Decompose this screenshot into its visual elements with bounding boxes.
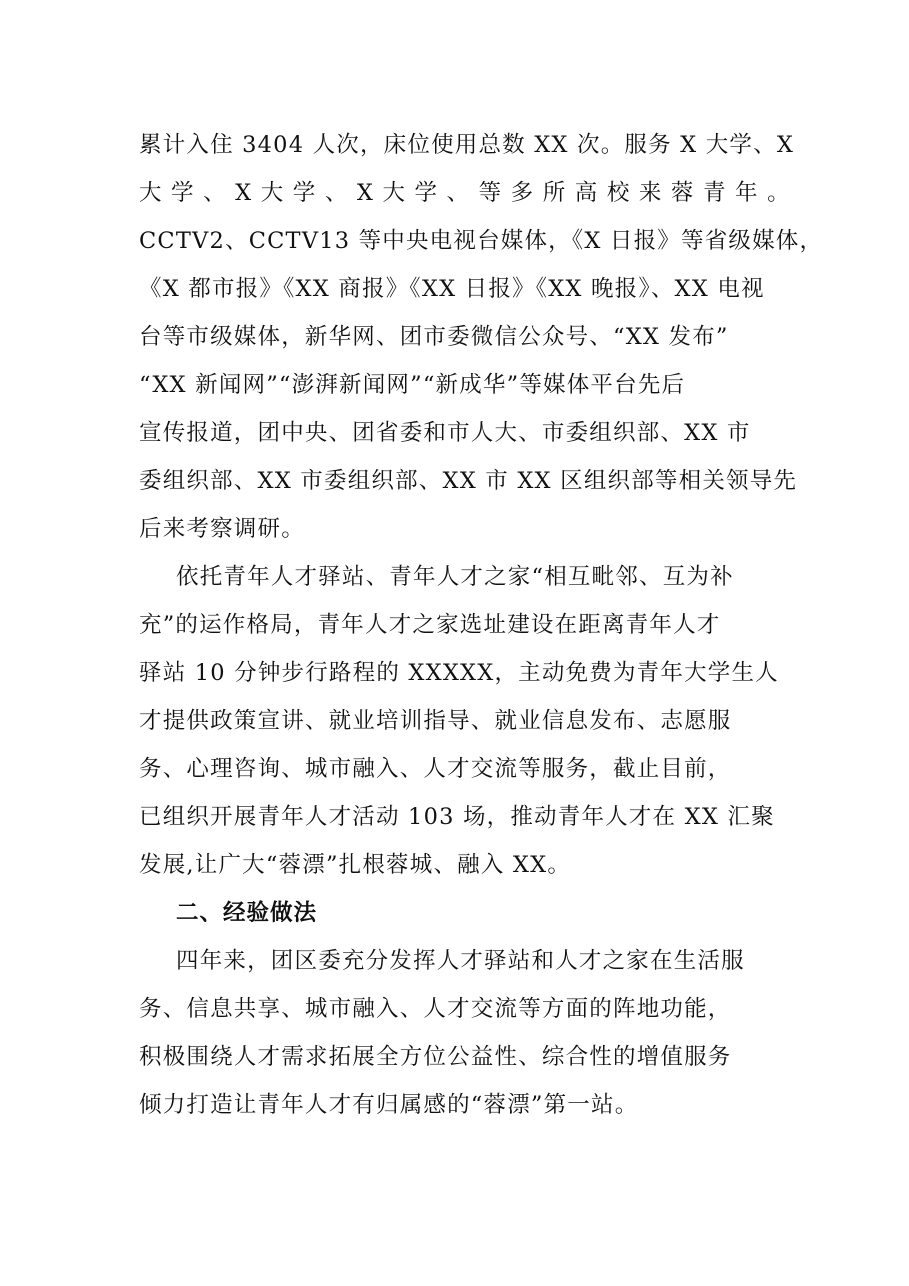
text-line: 大 学 、 X 大 学 、 X 大 学 、 等 多 所 高 校 来 蓉 青 年 。 [139, 180, 791, 206]
section-heading: 二、经验做法 [176, 900, 318, 926]
text-line: 已组织开展青年人才活动 103 场，推动青年人才在 XX 汇聚 [139, 804, 775, 830]
text-line: 倾力打造让青年人才有归属感的“蓉漂”第一站。 [139, 1092, 639, 1118]
text-line: 累计入住 3404 人次，床位使用总数 XX 次。服务 X 大学、X [139, 132, 795, 158]
text-line: 积极围绕人才需求拓展全方位公益性、综合性的增值服务 [139, 1044, 732, 1070]
text-line: 《X 都市报》《XX 商报》《XX 日报》《XX 晚报》、XX 电视 [139, 276, 765, 302]
text-line: 务、信息共享、城市融入、人才交流等方面的阵地功能， [139, 996, 732, 1022]
text-line: “XX 新闻网”“澎湃新闻网”“新成华”等媒体平台先后 [139, 372, 686, 398]
text-line: 发展,让广大“蓉漂”扎根蓉城、融入 XX。 [139, 852, 572, 878]
text-line: 依托青年人才驿站、青年人才之家“相互毗邻、互为补 [176, 564, 734, 590]
text-line: 才提供政策宣讲、就业培训指导、就业信息发布、志愿服 [139, 708, 732, 734]
text-line: 务、心理咨询、城市融入、人才交流等服务，截止目前， [139, 756, 732, 782]
text-line: 四年来，团区委充分发挥人才驿站和人才之家在生活服 [176, 948, 745, 974]
text-line: 驿站 10 分钟步行路程的 XXXXX，主动免费为青年大学生人 [139, 660, 779, 686]
text-line: 充”的运作格局，青年人才之家选址建设在距离青年人才 [139, 612, 721, 638]
text-line: 宣传报道，团中央、团省委和市人大、市委组织部、XX 市 [139, 420, 751, 446]
text-line: 后来考察调研。 [139, 516, 305, 542]
text-line: CCTV2、CCTV13 等中央电视台媒体，《X 日报》等省级媒体， [139, 228, 824, 254]
text-line: 委组织部、XX 市委组织部、XX 市 XX 区组织部等相关领导先 [139, 468, 798, 494]
text-line: 台等市级媒体，新华网、团市委微信公众号、“XX 发布” [139, 324, 729, 350]
